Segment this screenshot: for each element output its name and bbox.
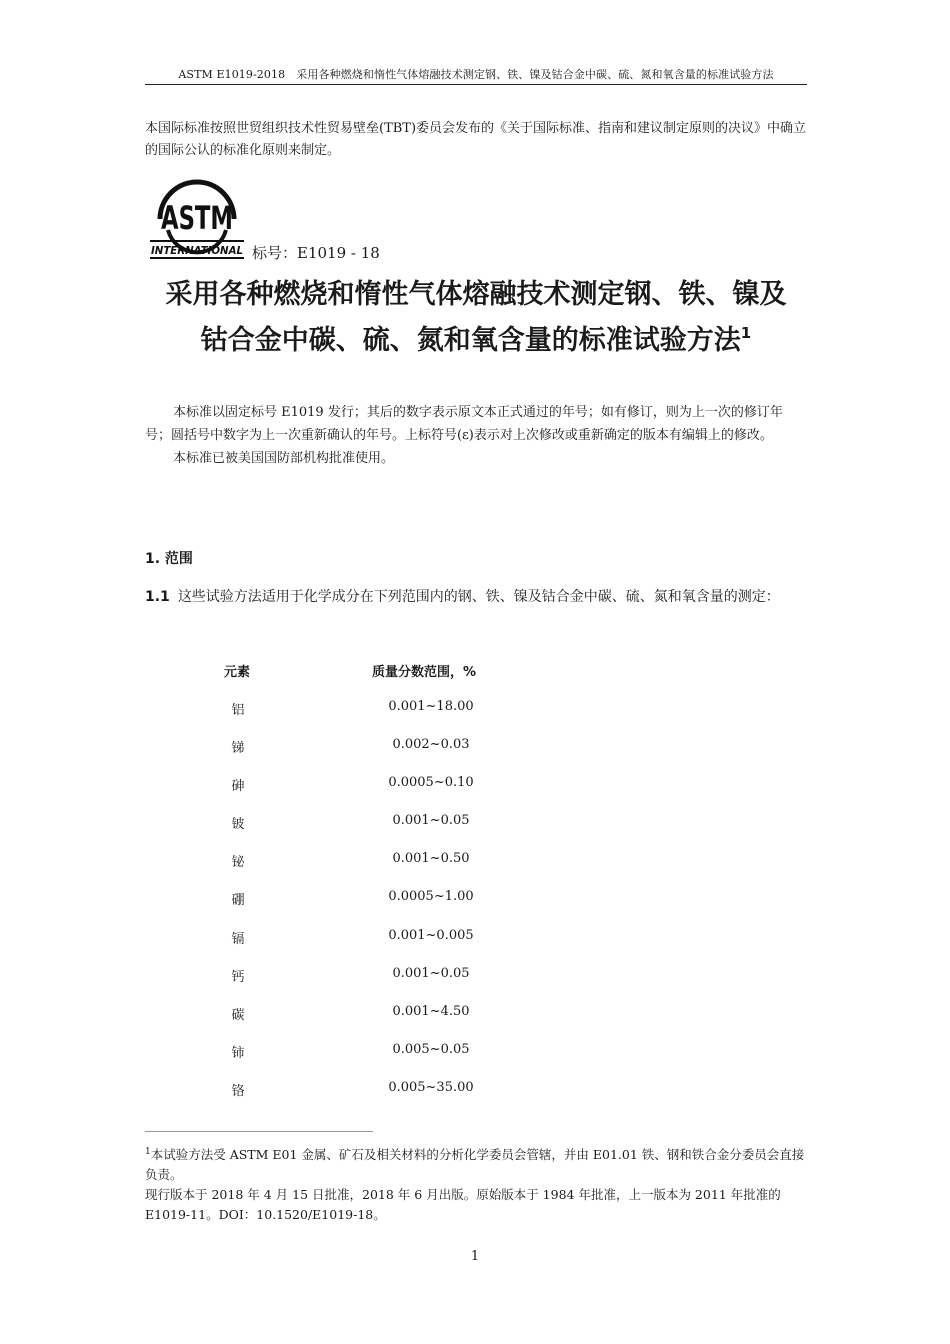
table-header-range: 质量分数范围，% (372, 665, 477, 680)
clause-text: 这些试验方法适用于化学成分在下列范围内的钢、铁、镍及钴合金中碳、硫、氮和氧含量的测定： (177, 589, 780, 605)
element-cell: 锑 (231, 741, 245, 757)
table-header-element: 元素 (224, 665, 251, 680)
element-cell: 铋 (231, 855, 245, 871)
range-cell: 0.001~0.05 (392, 965, 470, 981)
table-row (190, 879, 530, 917)
range-cell: 0.005~35.00 (388, 1079, 474, 1095)
table-row (190, 803, 530, 841)
element-cell: 铬 (231, 1083, 245, 1099)
range-cell: 0.001~0.50 (392, 851, 470, 867)
document-title (140, 272, 812, 364)
table-row (190, 956, 530, 994)
element-cell: 硼 (231, 893, 245, 909)
table-row (190, 689, 530, 727)
footnote-divider (145, 1131, 373, 1132)
element-cell: 镉 (231, 931, 245, 947)
footnote-1 (145, 1142, 807, 1185)
astm-logo-graphic (148, 172, 246, 264)
title-footnote-mark: 1 (740, 324, 752, 342)
page-number: 1 (470, 1249, 480, 1264)
footnote-2: 现行版本于 2018 年 4 月 15 日批准，2018 年 6 月出版。原始版本于 1984 年批准，上一版本为 2011 年批准的 E1019-11。DOI：10.1520/E1019-18。 (145, 1187, 781, 1223)
header-divider (145, 84, 807, 85)
range-cell: 0.001~4.50 (392, 1003, 470, 1019)
element-cell: 钙 (231, 969, 245, 985)
table-row (190, 1070, 530, 1108)
range-cell: 0.0005~1.00 (388, 889, 474, 905)
element-cell: 砷 (231, 779, 245, 795)
range-cell: 0.001~0.05 (392, 813, 470, 829)
title-line-2: 钴合金中碳、硫、氮和氧含量的标准试验方法 (200, 325, 741, 356)
preface-paragraph-2: 本标准已被美国国防部机构批准使用。 (173, 451, 395, 466)
element-cell: 碳 (231, 1007, 245, 1023)
table-row (190, 841, 530, 879)
element-cell: 铝 (231, 703, 245, 718)
astm-logo (148, 172, 246, 264)
intro-paragraph: 本国际标准按照世贸组织技术性贸易壁垒(TBT)委员会发布的《关于国际标准、指南和建议制定原则的决议》中确立的国际公认的标准化原则来制定。 (145, 121, 807, 158)
table-row (190, 765, 530, 803)
table-row (190, 918, 530, 956)
range-cell: 0.005~0.05 (392, 1041, 470, 1057)
range-cell: 0.0005~0.10 (388, 775, 474, 791)
clause-1-1 (145, 582, 807, 612)
footnotes (145, 1142, 807, 1225)
running-header: ASTM E1019-2018 采用各种燃烧和惰性气体熔融技术测定钢、铁、镍及钴合金中碳、硫、氮和氧含量的标准试验方法 (178, 68, 774, 81)
clause-number: 1.1 (145, 589, 170, 605)
footnote-1-text: 本试验方法受 ASTM E01 金属、矿石及相关材料的分析化学委员会管辖，并由 E01.01 铁、钢和铁合金分委员会直接负责。 (145, 1147, 805, 1183)
section-heading-scope: 1. 范围 (145, 551, 193, 567)
element-cell: 铍 (231, 817, 245, 833)
table-row (190, 994, 530, 1032)
composition-range-table (190, 689, 530, 1108)
range-cell: 0.002~0.03 (392, 737, 470, 753)
svg-text:INTERNATIONAL: INTERNATIONAL (151, 245, 243, 257)
preface-paragraph-1: 本标准以固定标号 E1019 发行；其后的数字表示原文本正式通过的年号；如有修订，则为上一次的修订年号；圆括号中数字为上一次重新确认的年号。上标符号(ε)表示对上次修改或重新确定的版本有编辑上的修改。 (145, 405, 783, 443)
range-cell: 0.001~0.005 (388, 927, 474, 943)
svg-text:ASTM: ASTM (161, 199, 233, 237)
title-line-1: 采用各种燃烧和惰性气体熔融技术测定钢、铁、镍及 (165, 279, 787, 310)
footnote-mark: 1 (145, 1147, 151, 1157)
range-cell: 0.001~18.00 (388, 699, 474, 714)
standard-designation: 标号：E1019 - 18 (252, 244, 380, 262)
table-row (190, 1032, 530, 1070)
element-cell: 铈 (231, 1045, 245, 1061)
preface-block (145, 401, 807, 470)
table-row (190, 727, 530, 765)
